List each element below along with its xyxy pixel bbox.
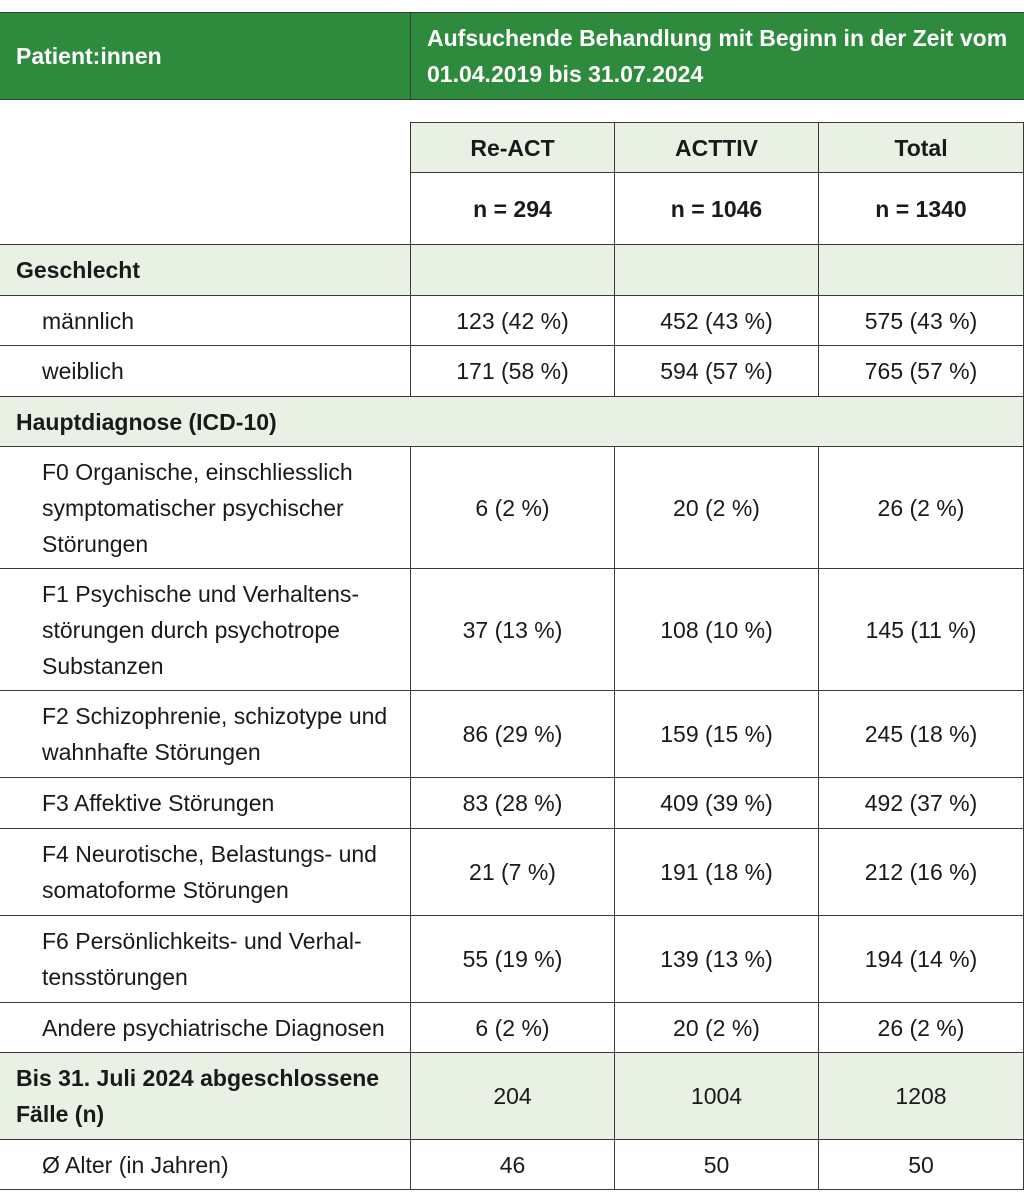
row-label-line: F0 Organische, einschliesslich — [42, 458, 353, 485]
value-react: 46 — [410, 1140, 614, 1189]
value-total: 145 (11 %) — [818, 569, 1024, 690]
value-acttiv: 108 (10 %) — [614, 569, 818, 690]
row-label-line: somatoforme Störungen — [42, 877, 289, 903]
row-label — [0, 691, 410, 777]
table-row-f1 — [0, 569, 1024, 691]
value-react: 55 (19 %) — [410, 916, 614, 1002]
section-row-sex — [0, 245, 1024, 296]
group-react: Re-ACT — [410, 122, 614, 173]
empty-cell — [818, 245, 1024, 295]
empty-cell — [614, 245, 818, 295]
n-acttiv: n = 1046 — [614, 173, 818, 244]
row-label-bold — [0, 1053, 410, 1139]
section-title-diagnosis: Hauptdiagnose (ICD-10) — [0, 397, 1024, 446]
row-label-line: tensstörungen — [42, 964, 188, 990]
group-acttiv: ACTTIV — [614, 122, 818, 173]
value-react: 21 (7 %) — [410, 829, 614, 915]
value-acttiv: 191 (18 %) — [614, 829, 818, 915]
table-row-female — [0, 346, 1024, 397]
empty-cell — [410, 245, 614, 295]
section-row-diagnosis — [0, 397, 1024, 447]
value-acttiv: 1004 — [614, 1053, 818, 1139]
row-label-line: F1 Psychische und Verhaltens- — [42, 580, 360, 607]
table-row-f6 — [0, 916, 1024, 1003]
row-label-line: symptomatischer psychischer — [42, 494, 344, 521]
table-row-closed-cases — [0, 1053, 1024, 1140]
row-label-line: Störungen — [42, 530, 149, 557]
table-row-f0 — [0, 447, 1024, 569]
group-total: Total — [818, 122, 1024, 173]
value-total: 1208 — [818, 1053, 1024, 1139]
value-react: 171 (58 %) — [410, 346, 614, 396]
table-row-male — [0, 296, 1024, 346]
value-react: 83 (28 %) — [410, 778, 614, 828]
value-react: 123 (42 %) — [410, 296, 614, 345]
header-period-line1: Aufsuchende Behandlung mit Beginn in der Zeit vom — [427, 25, 1008, 51]
row-label-line: F2 Schizophrenie, schizotype und — [42, 703, 388, 729]
row-label: weiblich — [42, 358, 124, 384]
table-row-f3 — [0, 778, 1024, 829]
row-label: Andere psychiatrische Diagnosen — [42, 1014, 385, 1041]
header-period-title — [410, 13, 1024, 99]
row-label — [0, 569, 410, 690]
value-react: 37 (13 %) — [410, 569, 614, 690]
row-label: männlich — [42, 307, 135, 334]
row-label — [0, 829, 410, 915]
value-total: 492 (37 %) — [818, 778, 1024, 828]
row-label: F3 Affektive Störungen — [42, 790, 275, 816]
value-react: 86 (29 %) — [410, 691, 614, 777]
value-total: 194 (14 %) — [818, 916, 1024, 1002]
table-header-row — [0, 12, 1024, 100]
value-react: 6 (2 %) — [410, 447, 614, 568]
row-label — [0, 447, 410, 568]
row-label-line: Fälle (n) — [16, 1101, 105, 1127]
value-total: 575 (43 %) — [818, 296, 1024, 345]
value-acttiv: 20 (2 %) — [614, 1003, 818, 1052]
value-acttiv: 159 (15 %) — [614, 691, 818, 777]
value-acttiv: 452 (43 %) — [614, 296, 818, 345]
empty-cell — [0, 122, 410, 173]
row-label-line: Substanzen — [42, 652, 164, 679]
value-total: 26 (2 %) — [818, 447, 1024, 568]
row-label-line: F4 Neurotische, Belastungs- und — [42, 841, 377, 867]
group-header-row — [0, 122, 1024, 173]
n-react: n = 294 — [410, 173, 614, 244]
value-acttiv: 20 (2 %) — [614, 447, 818, 568]
section-title-sex: Geschlecht — [16, 257, 140, 283]
header-period-line2: 01.04.2019 bis 31.07.2024 — [427, 61, 704, 87]
row-label-line: Bis 31. Juli 2024 abgeschlossene — [16, 1065, 380, 1091]
row-label: Ø Alter (in Jahren) — [42, 1151, 229, 1178]
header-patients-label: Patient:innen — [0, 13, 410, 99]
table-row-f2 — [0, 691, 1024, 778]
value-acttiv: 594 (57 %) — [614, 346, 818, 396]
value-total: 212 (16 %) — [818, 829, 1024, 915]
row-label-line: wahnhafte Störungen — [42, 739, 261, 765]
value-acttiv: 139 (13 %) — [614, 916, 818, 1002]
value-total: 50 — [818, 1140, 1024, 1189]
table-row-f4 — [0, 829, 1024, 916]
row-label-line: störungen durch psychotrope — [42, 616, 340, 643]
value-total: 245 (18 %) — [818, 691, 1024, 777]
value-total: 26 (2 %) — [818, 1003, 1024, 1052]
value-react: 6 (2 %) — [410, 1003, 614, 1052]
row-label — [0, 916, 410, 1002]
n-row — [0, 173, 1024, 245]
value-acttiv: 409 (39 %) — [614, 778, 818, 828]
row-label-line: F6 Persönlichkeits- und Verhal- — [42, 928, 362, 954]
value-react: 204 — [410, 1053, 614, 1139]
value-total: 765 (57 %) — [818, 346, 1024, 396]
table-row-age — [0, 1140, 1024, 1190]
value-acttiv: 50 — [614, 1140, 818, 1189]
table-row-other — [0, 1003, 1024, 1053]
n-total: n = 1340 — [818, 173, 1024, 244]
empty-cell — [0, 173, 410, 244]
